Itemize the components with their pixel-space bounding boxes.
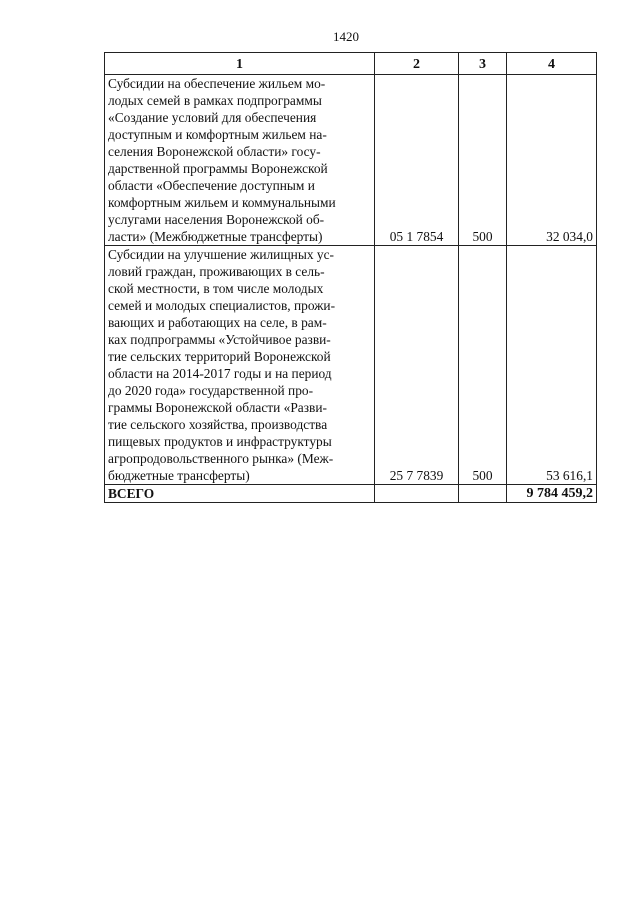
- row-amount: 53 616,1: [507, 246, 597, 485]
- total-label: ВСЕГО: [105, 485, 375, 503]
- total-empty-cell: [459, 485, 507, 503]
- row-description: Субсидии на обеспечение жильем мо- лодых семей в рамках подпрограммы «Создание условий для обеспечения доступным и комфортным жильем на- селения Воронежской области» госу- дарственной программы Воронежской области «Обеспечение доступным и комфортным жильем и коммунальными услугами населения Воронежской об- ласти» (Межбюджетные трансферты): [105, 75, 375, 246]
- column-header-4: 4: [507, 53, 597, 75]
- column-header-2: 2: [375, 53, 459, 75]
- row-description: Субсидии на улучшение жилищных ус- ловий граждан, проживающих в сель- ской местности, в том числе молодых семей и молодых специалистов, прожи- вающих и работающих на селе, в рам- ках подпрограммы «Устойчивое разви- тие сельских территорий Воронежской области на 2014-2017 годы и на период до 2020 года» государственной про- граммы Воронежской области «Разви- тие сельского хозяйства, производства пищевых продуктов и инфраструктуры агропродовольственного рынка» (Меж- бюджетные трансферты): [105, 246, 375, 485]
- total-empty-cell: [375, 485, 459, 503]
- row-target-code: 05 1 7854: [375, 75, 459, 246]
- row-expense-type: 500: [459, 246, 507, 485]
- row-target-code: 25 7 7839: [375, 246, 459, 485]
- table-header-row: [105, 53, 597, 75]
- column-header-1: 1: [105, 53, 375, 75]
- table-row: [105, 75, 597, 246]
- table-row: [105, 246, 597, 485]
- row-amount: 32 034,0: [507, 75, 597, 246]
- column-header-3: 3: [459, 53, 507, 75]
- total-row: [105, 485, 597, 503]
- page-number: 1420: [333, 29, 359, 44]
- budget-table: [104, 52, 597, 503]
- row-expense-type: 500: [459, 75, 507, 246]
- total-amount: 9 784 459,2: [507, 485, 597, 503]
